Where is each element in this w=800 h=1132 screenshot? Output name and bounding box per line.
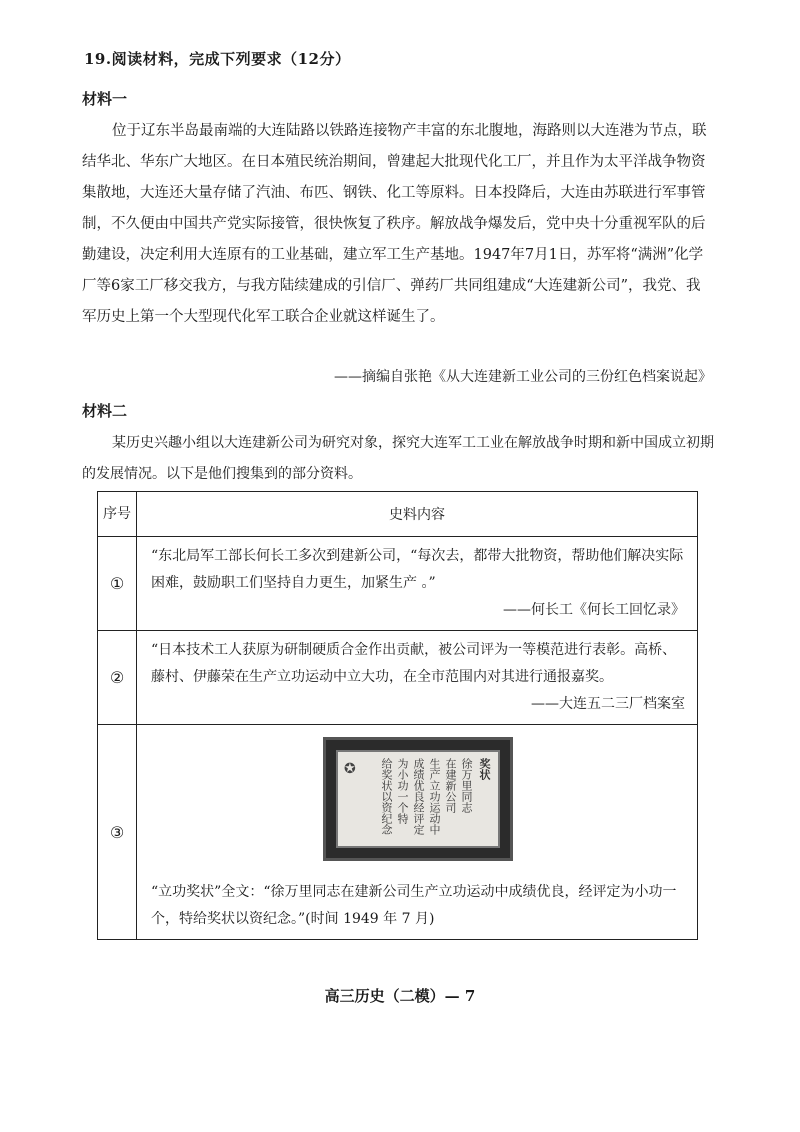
row-attribution: ——何长工《何长工回忆录》: [503, 602, 685, 618]
table-row: [98, 725, 698, 940]
material1-text: [82, 116, 714, 333]
material2-intro-text: 某历史兴趣小组以大连建新公司为研究对象，探究大连军工工业在解放战争时期和新中国成立初期的发展情况。以下是他们搜集到的部分资料。: [82, 435, 714, 482]
star-emblem-icon: ✪: [344, 761, 356, 777]
certificate-line: 在建新公司: [444, 758, 457, 813]
certificate-photo: [323, 737, 513, 861]
material1-body: 位于辽东半岛最南端的大连陆路以铁路连接物产丰富的东北腹地，海路则以大连港为节点，联结华北、华东广大地区。在日本殖民统治期间，曾建起大批现代化工厂，并且作为太平洋战争物资集散地，大连还大量存储了汽油、布匹、钢铁、化工等原料。日本投降后，大连由苏联进行军事管制，不久便由中国共产党实际接管，很快恢复了秩序。解放战争爆发后，党中央十分重视军队的后勤建设，决定利用大连原有的工业基础，建立军工生产基地。1947年7月1日，苏军将“满洲”化学厂等6家工厂移交我方，与我方陆续建成的引信厂、弹药厂共同组建成“大连建新公司”，我党、我军历史上第一个大型现代化军工联合企业就这样诞生了。: [82, 123, 707, 325]
row-attribution: ——大连五二三厂档案室: [531, 696, 685, 712]
certificate-line: 奖状: [478, 758, 491, 780]
certificate-line: 徐万里同志: [460, 758, 473, 813]
row-content: [137, 631, 698, 725]
certificate-line: 为小功一个特: [396, 758, 409, 824]
row-content: [137, 537, 698, 631]
certificate-paper: [336, 750, 500, 848]
row-number: ①: [98, 537, 137, 631]
material2-intro: [82, 428, 714, 490]
material2-heading: 材料二: [82, 402, 128, 420]
certificate-photo-wrap: [151, 731, 685, 871]
material1-heading: 材料一: [82, 90, 128, 108]
certificate-line: 生产立功运动中: [428, 758, 441, 835]
header-content: 史料内容: [137, 492, 698, 537]
row-text: “立功奖状”全文：“徐万里同志在建新公司生产立功运动中成绩优良，经评定为小功一个，特给奖状以资纪念。”(时间 1949 年 7 月): [151, 884, 677, 927]
row-text: “日本技术工人获原为研制硬质合金作出贡献，被公司评为一等模范进行表彰。高桥、藤村、伊藤荣在生产立功运动中立大功，在全市范围内对其进行通报嘉奖。: [151, 642, 677, 685]
row-text: “东北局军工部长何长工多次到建新公司，“每次去，都带大批物资，帮助他们解决实际困难，鼓励职工们坚持自力更生，加紧生产 。”: [151, 548, 684, 591]
page-footer: 高三历史（二模）— 7: [324, 987, 476, 1005]
question-title: 19.阅读材料，完成下列要求（12分）: [84, 50, 351, 68]
certificate-line: 成绩优良经评定: [412, 758, 425, 835]
table-row: [98, 537, 698, 631]
row-number: ③: [98, 725, 137, 940]
row-number: ②: [98, 631, 137, 725]
certificate-line: 给奖状以资纪念: [380, 758, 393, 835]
table-header-row: [98, 492, 698, 537]
material1-source: ——摘编自张艳《从大连建新工业公司的三份红色档案说起》: [334, 369, 712, 385]
source-table: [97, 491, 698, 940]
row-content: [137, 725, 698, 940]
table-row: [98, 631, 698, 725]
header-no: 序号: [98, 492, 137, 537]
